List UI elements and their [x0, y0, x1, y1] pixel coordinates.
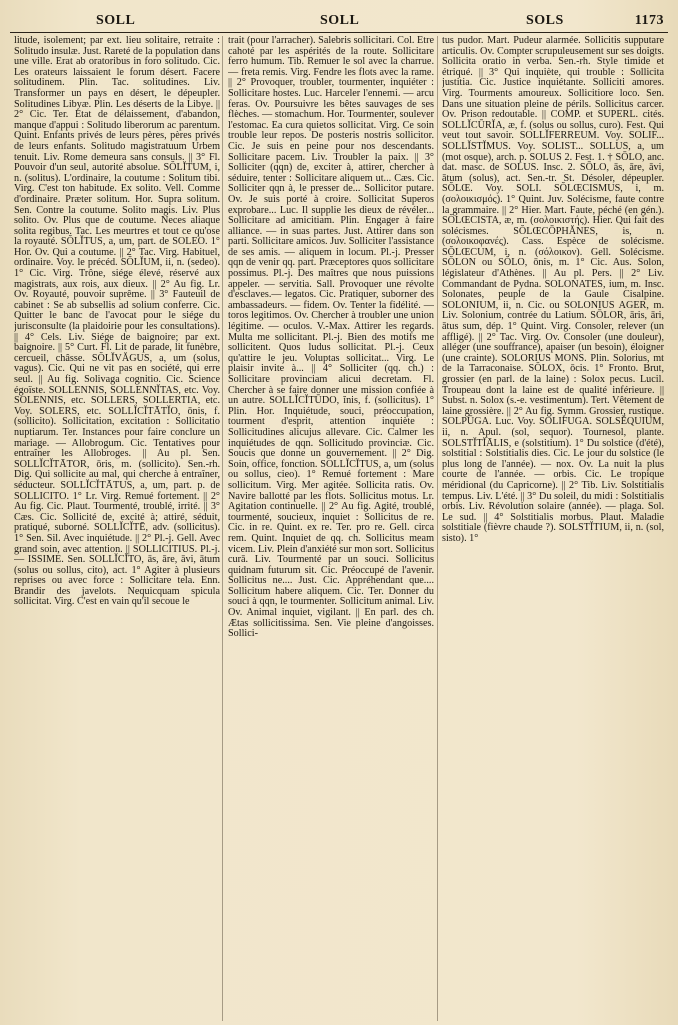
column-divider-2 [437, 36, 438, 1021]
column-2-text: trait (pour l'arracher). Salebris sollicitari. Col. Etre cahoté par les aspérités de la route. Sollicitare ferro humum. Tib. Remuer le sol avec la charrue. — freta remis. Virg. Fendre les flots avec la rame. || 2° Provoquer, troubler, tourmenter, inquiéter : Sollicitare hostes. Luc. Harceler l'ennemi. — arcu feras. Ov. Poursuivre les bêtes sauvages de ses flèches. — stomachum. Hor. Tourmenter, soulever l'estomac. Ea cura quietos sollicitat. Virg. Ce soin trouble leur repos. De posteris nostris sollicitor. Cic. Je suis en peine pour nos descendants. Sollicitare pacem. Liv. Troubler la paix. || 3° Solliciter (qqn) de, exciter à, attirer, chercher à séduire, tenter : Sollicitare aliquem ut... Cæs. Cic. Solliciter qqn à, le presser de... Sollicitor putare. Ov. Je suis porté à croire. Sollicitat Superos exprobare... Luc. Il supplie les dieux de révéler... Sollicitare ad amicitiam. Plin. Engager à faire alliance. — in suas partes. Just. Attirer dans son parti. Sollicitare amicos. Juv. Solliciter l'assistance de ses amis. — aliquem in locum. Pl.-j. Presser qqn de venir qq. part. Præceptores quos sollicitare possimus. Pl.-j. Des maîtres que nous puissions appeler. — servitia. Sall. Provoquer une révolte d'esclaves.— legatos. Cic. Pratiquer, suborner des ambassadeurs. — fidem. Ov. Tenter la fidélité. — toros legitimos. Ov. Chercher à troubler une union légitime. — oculos. V.-Max. Attirer les regards. Multa me sollicitant. Pl.-j. Bien des motifs me sollicitent. Quos ludus sollicitat. Pl.-j. Ceux qu'attire le jeu. Voluptas sollicitat... Virg. Le plaisir invite à... || 4° Solliciter (qq. ch.) : Sollicitare provinciam alicui decretam. Fl. Chercher à se faire donner une mission confiée à un autre. SOLLĬCĬTŪDO, ĭnis, f. (sollicitus). 1° Plin. Hor. Inquiétude, souci, préoccupation, tourment d'esprit, attention inquiète : Sollicitudines alicujus allevare. Cic. Calmer les inquiétudes de qqn. Sollicitudo provinciæ. Cic. Soucis que donne un gouvernement. || 2° Dig. Soin, office, fonction. SOLLĬCĬTUS, a, um (solus ou sollus, cieo). 1° Remué fortement : Mare sollicitum. Virg. Mer agitée. Sollicita ratis. Ov. Navire ballotté par les flots. Sollicitus motus. Lr. Agitation continuelle. || 2° Au fig. Agité, troublé, tourmenté, soucieux, inquiet : Sollicitus de re. Cic. in re. Quint. ex re. Ter. pro re. Gell. circa rem. Quint. Inquiet de qq. ch. Sollicitus meam vicem. Liv. Plein d'anxiété sur mon sort. Sollicitus curā. Liv. Tourmenté par un souci. Sollicitus quidnam futurum sit. Cic. Préoccupé de l'avenir. Sollicitus ne.... Just. Cic. Appréhendant que.... Sollicitum habere aliquem. Cic. Ter. Donner du souci à qqn, le tourmenter. Sollicitum animal. Liv. Ov. Animal inquiet, vigilant. || En parl. des ch. Ætas sollicitissima. Sen. Vie pleine d'angoisses. Sollici- [228, 36, 434, 640]
column-3-text: tus pudor. Mart. Pudeur alarmée. Sollicitis supputare articulis. Ov. Compter scrupuleusement sur ses doigts. Sollicita oratio in verba. Sen.-rh. Style timide et étriqué. || 3° Qui inquiète, qui trouble : Sollicita justitia. Cic. Justice inquiétante. Solliciti amores. Virg. Tourments amoureux. Sollicitiore loco. Sen. Dans une situation pleine de périls. Sollicitus carcer. Ov. Prison redoutable. || COMP. et SUPERL. cités. SOLLĬCŪRĬA, æ, f. (solus ou sollus, curo). Fest. Qui veut tout savoir. SOLLĬFERREUM. Voy. SOLIF... SOLLĬSTĬMUS. Voy. SOLIST... SOLLUS, a, um (mot osque), arch. p. SOLUS 2. Fest. 1. † SŌLO, anc. dat. masc. de SOLUS. Insc. 2. SŌLO, ās, āre, āvi, ātum (solus), act. Sen.-tr. St. Désoler, dépeupler. SŎLŒ. Voy. SOLI. SŎLŒCISMUS, i, m.(σολοικισμός). 1° Quint. Juv. Solécisme, faute contre la grammaire. || 2° Hier. Mart. Faute, péché (en gén.). SŎLŒCISTA, æ, m. (σολοικιστής). Hier. Qui fait des solécismes. SŎLŒCŌPHĂNES, is, n. (σολοικοφανές). Cass. Espèce de solécisme. SŎLŒCUM, i, n. (σόλοικον). Gell. Solécisme. SŎLON ou SŎLO, ōnis, m. 1° Cic. Aus. Solon, législateur d'Athènes. || Au pl. Pers. || 2° Liv. Commandant de Pydna. SOLONATES, ium, m. Insc. Solonates, peuple de la Gaule Cisalpine. SOLONIUM, ii, n. Cic. ou SOLONIUS AGER, m. Liv. Solonium, contrée du Latium. SŌLOR, āris, āri, ātus sum, dép. 1° Quint. Virg. Consoler, relever (un affligé). || 2° Tac. Virg. Ov. Consoler (une douleur), alléger (une souffrance), apaiser (un besoin), éloigner (une crainte). SOLORIUS MONS. Plin. Solorius, mt de la Tarraconaise. SŎLOX, ōcis. 1° Fronto. Brut, grossier (en parl. de la laine) : Solox pecus. Lucil. Troupeau dont la laine est de qualité inférieure. || Subst. n. Solox (s.-e. vestimentum). Tert. Vêtement de laine grossière. || 2° Au fig. Symm. Grossier, rustique. SOLPŪGA. Luc. Voy. SOLIFUGA. SOLSĔQUIUM, ii, n. Apul. (sol, sequor). Tournesol, plante. SOLSTĬTĬĀLIS, e (solstitium). 1° Du solstice (d'été), solstitial : Solstitialis dies. Cic. Le jour du solstice (le plus long de l'année). — nox. Ov. La nuit la plus courte de l'année. — orbis. Cic. Le tropique méridional (du Capricorne). || 2° Tib. Liv. Solstitialis tempus. Liv. L'été. || 3° Du soleil, du midi : Solstitialis orbis. Liv. Révolution solaire (année). — plaga. Sol. Le sud. || 4° Solstitialis morbus. Plaut. Maladie solstitiale (fièvre chaude ?). SOLSTĬTIUM, ii, n. (sol, sisto). 1° [442, 36, 664, 544]
column-2 [228, 36, 434, 1021]
page-header [14, 2, 664, 30]
header-left-guideword: SOLL [96, 13, 136, 28]
header-rule [10, 32, 668, 33]
column-divider-1 [222, 36, 223, 1021]
column-1 [14, 36, 220, 1021]
header-middle-guideword: SOLL [320, 13, 360, 28]
page-number: 1173 [634, 13, 664, 28]
column-3 [442, 36, 664, 1021]
header-right-guideword: SOLS [526, 13, 564, 28]
column-1-text: litude, isolement; par ext. lieu solitaire, retraite : Solitudo insulæ. Just. Rareté de la population dans une ville. Erat ab oratoribus in foro solitudo. Cic. Les orateurs laissaient le forum désert. Facere solitudinem. Plin. Tac. solitudines. Liv. Transformer un pays en désert, le dépeupler. Solitudines Libyæ. Plin. Les déserts de la Libye. || 2° Cic. Ter. Etat de délaissement, d'abandon, manque d'appui : Solitudo liberorum ac parentum. Quint. Enfants privés de leurs pères, pères privés de leurs enfants. Solitudo magistratuum Urbem tenuit. Liv. Rome demeura sans consuls. || 3° Fl. Pouvoir d'un seul, autorité absolue. SŎLĬTUM, i, n. (solitus). L'ordinaire, la coutume : Solitum tibi. Virg. C'est ton habitude. Ex solito. Vell. Comme d'ordinaire. Præter solitum. Hor. Supra solitum. Sen. Contre la coutume. Solito magis. Liv. Plus solito. Ov. Plus que de coutume. Neces aliaque solita regibus. Tac. Les meurtres et tout ce qu'ose la royauté. SŎLĬTUS, a, um, part. de SOLEO. 1° Hor. Ov. Qui a coutume. || 2° Tac. Virg. Habituel, ordinaire. Voy. le précéd. SŎLĬUM, ii, n. (sedeo). 1° Cic. Virg. Trône, siége élevé, réservé aux magistrats, aux rois, aux dieux. || 2° Au fig. Lr. Ov. Royauté, pouvoir suprême. || 3° Fauteuil de cabinet : Se ab subsellis ad solium conferre. Cic. Quitter le banc de l'avocat pour le siége du jurisconsulte (la plaidoirie pour les consultations). || 4° Cels. Liv. Siége de baignoire; par ext. baignoire. || 5° Curt. Fl. Lit de parade, lit funèbre, cercueil, châsse. SŎLĬVĂGUS, a, um (solus, vagus). Cic. Qui ne vit pas en société, qui erre seul. || Au fig. Solivaga cognitio. Cic. Science égoïste. SOLLENNIS, SOLLENNĬTAS, etc. Voy. SOLENNIS, etc. SOLLERS, SOLLERTIA, etc. Voy. SOLERS, etc. SOLLĬCĬTĀTĬO, ōnis, f. (sollicito). Sollicitation, excitation : Sollicitatio nuptiarum. Ter. Instances pour faire conclure un mariage. — Allobrogum. Cic. Tentatives pour entraîner les Allobroges. || Au pl. Sen. SOLLĬCĬTĀTOR, ōris, m. (sollicito). Sen.-rh. Dig. Qui sollicite au mal, qui cherche à entraîner, séducteur. SOLLĬCĬTĀTUS, a, um, part. p. de SOLLICITO. 1° Lr. Virg. Remué fortement. || 2° Au fig. Cic. Plaut. Tourmenté, troublé, irrité. || 3° Cæs. Cic. Sollicité de, excité à; attiré, séduit, pratiqué, suborné. SOLLĬCĬTĒ, adv. (sollicitus). 1° Sen. Sil. Avec inquiétude. || 2° Pl.-j. Gell. Avec grand soin, avec attention. || SOLLICITIUS. Pl.-j. — ISSIME. Sen. SOLLĬCĬTO, ās, āre, āvi, ātum (solus ou sollus, cito), act. 1° Agiter à plusieurs reprises ou avec force : Sollicitare tela. Enn. Brandir des javelots. Nequicquam spicula sollicitat. Virg. C'est en vain qu'il secoue le [14, 36, 220, 608]
